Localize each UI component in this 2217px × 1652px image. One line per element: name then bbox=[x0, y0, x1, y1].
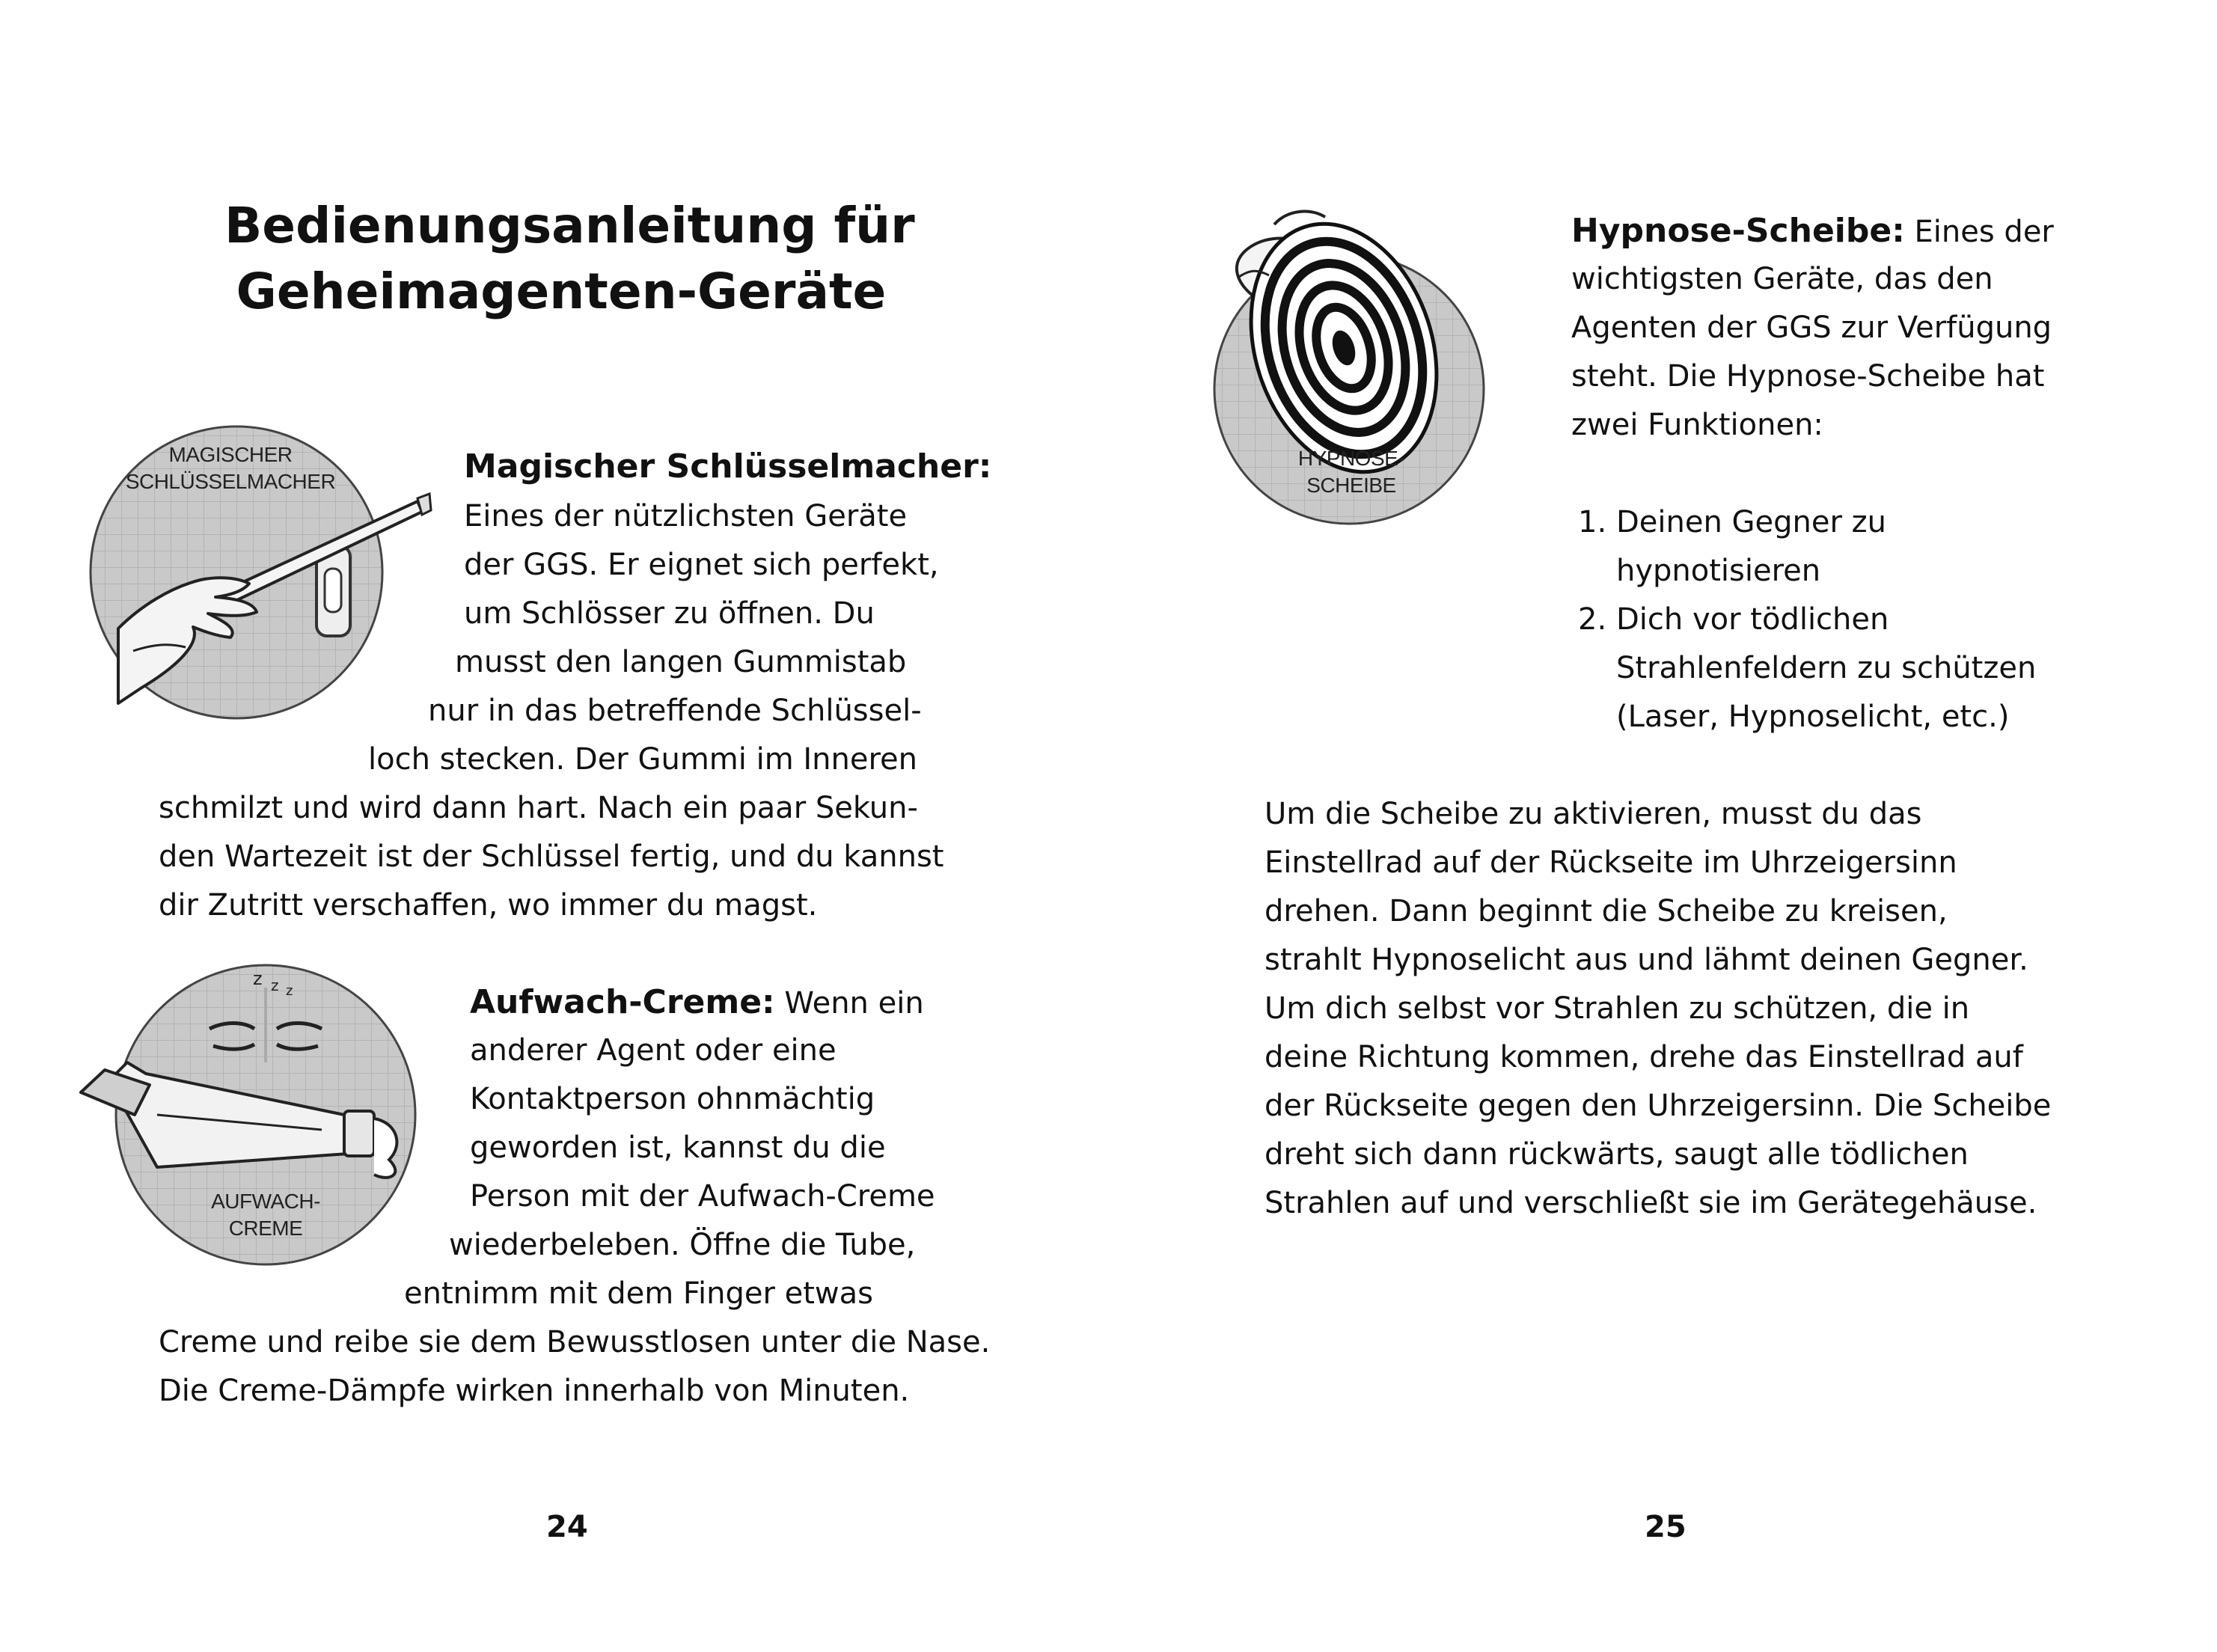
text-line: Strahlen auf und verschließt sie im Gerätegehäuse. bbox=[1265, 1186, 2037, 1220]
text-line: wiederbeleben. Öffne die Tube, bbox=[449, 1228, 916, 1262]
text-line: steht. Die Hypnose-Scheibe hat bbox=[1571, 359, 2045, 394]
svg-text:z: z bbox=[271, 976, 279, 994]
text-line: Agenten der GGS zur Verfügung bbox=[1571, 310, 2052, 345]
page-number-right: 25 bbox=[1645, 1510, 1687, 1544]
text-line: Einstellrad auf der Rückseite im Uhrzeigersinn bbox=[1265, 845, 1957, 880]
aufwach-creme-heading: Aufwach-Creme: bbox=[470, 983, 775, 1021]
list-number: 2. bbox=[1578, 602, 1607, 637]
text-line: deine Richtung kommen, drehe das Einstellrad auf bbox=[1265, 1040, 2023, 1074]
text-line: drehen. Dann beginnt die Scheibe zu kreisen, bbox=[1265, 894, 1948, 929]
text-line: Die Creme-Dämpfe wirken innerhalb von Minuten. bbox=[159, 1374, 910, 1408]
text-line: um Schlösser zu öffnen. Du bbox=[464, 596, 875, 631]
page-title bbox=[224, 193, 915, 325]
text-line: dir Zutritt verschaffen, wo immer du magst. bbox=[159, 888, 818, 923]
hypnose-scheibe-badge-label: HYPNOSE- SCHEIBE bbox=[1297, 447, 1405, 497]
list-item-line: Dich vor tödlichen bbox=[1616, 602, 1889, 637]
page-number-left: 24 bbox=[546, 1510, 588, 1544]
text-line: nur in das betreffende Schlüssel- bbox=[428, 694, 922, 728]
hypnose-scheibe-illustration bbox=[1205, 187, 1490, 539]
svg-text:z: z bbox=[253, 968, 263, 989]
text-line: wichtigsten Geräte, das den bbox=[1571, 262, 1993, 296]
title-line-2: Geheimagenten-Geräte bbox=[236, 263, 887, 320]
text-line: dreht sich dann rückwärts, saugt alle tödlichen bbox=[1265, 1137, 1969, 1172]
aufwach-creme-badge-label: AUFWACH- CREME bbox=[211, 1190, 320, 1240]
text-line: musst den langen Gummistab bbox=[455, 645, 907, 679]
hypnose-scheibe-heading: Hypnose-Scheibe: bbox=[1571, 212, 1905, 250]
right-page bbox=[1108, 0, 2217, 1652]
text-line: strahlt Hypnoselicht aus und lähmt deinen Gegner. bbox=[1265, 943, 2028, 977]
text-line: entnimm mit dem Finger etwas bbox=[404, 1276, 873, 1311]
text-line: Eines der bbox=[1914, 215, 2054, 249]
list-number: 1. bbox=[1578, 505, 1607, 539]
text-line: der Rückseite gegen den Uhrzeigersinn. Die Scheibe bbox=[1265, 1089, 2052, 1123]
title-line-1: Bedienungsanleitung für bbox=[224, 197, 915, 254]
list-item-line: Strahlenfeldern zu schützen bbox=[1616, 651, 2037, 685]
text-line: Um die Scheibe zu aktivieren, musst du das bbox=[1265, 797, 1922, 831]
list-item-line: hypnotisieren bbox=[1616, 554, 1821, 588]
text-line: Person mit der Aufwach-Creme bbox=[470, 1179, 935, 1214]
text-line: schmilzt und wird dann hart. Nach ein paar Sekun- bbox=[159, 791, 918, 825]
text-line: loch stecken. Der Gummi im Inneren bbox=[368, 742, 918, 777]
text-line: der GGS. Er eignet sich perfekt, bbox=[464, 548, 939, 582]
text-line: zwei Funktionen: bbox=[1571, 408, 1823, 442]
schluesselmacher-heading: Magischer Schlüsselmacher: bbox=[464, 447, 992, 486]
text-line: Eines der nützlichsten Geräte bbox=[464, 499, 908, 533]
aufwach-creme-illustration bbox=[75, 958, 419, 1279]
list-item-line: (Laser, Hypnoselicht, etc.) bbox=[1616, 700, 2010, 734]
schluesselmacher-badge-label: MAGISCHER SCHLÜSSELMACHER bbox=[125, 443, 336, 493]
text-line: den Wartezeit ist der Schlüssel fertig, und du kannst bbox=[159, 839, 944, 874]
text-line: geworden ist, kannst du die bbox=[470, 1131, 886, 1165]
text-line: anderer Agent oder eine bbox=[470, 1033, 837, 1068]
text-line: Kontaktperson ohnmächtig bbox=[470, 1082, 875, 1116]
schluesselmacher-illustration bbox=[88, 419, 432, 733]
left-page bbox=[0, 0, 1108, 1652]
text-line: Creme und reibe sie dem Bewusstlosen unter die Nase. bbox=[159, 1325, 991, 1359]
list-item-line: Deinen Gegner zu bbox=[1616, 505, 1887, 539]
text-line: Um dich selbst vor Strahlen zu schützen, die in bbox=[1265, 991, 1970, 1026]
svg-text:z: z bbox=[286, 983, 293, 999]
text-line: Wenn ein bbox=[784, 986, 924, 1021]
